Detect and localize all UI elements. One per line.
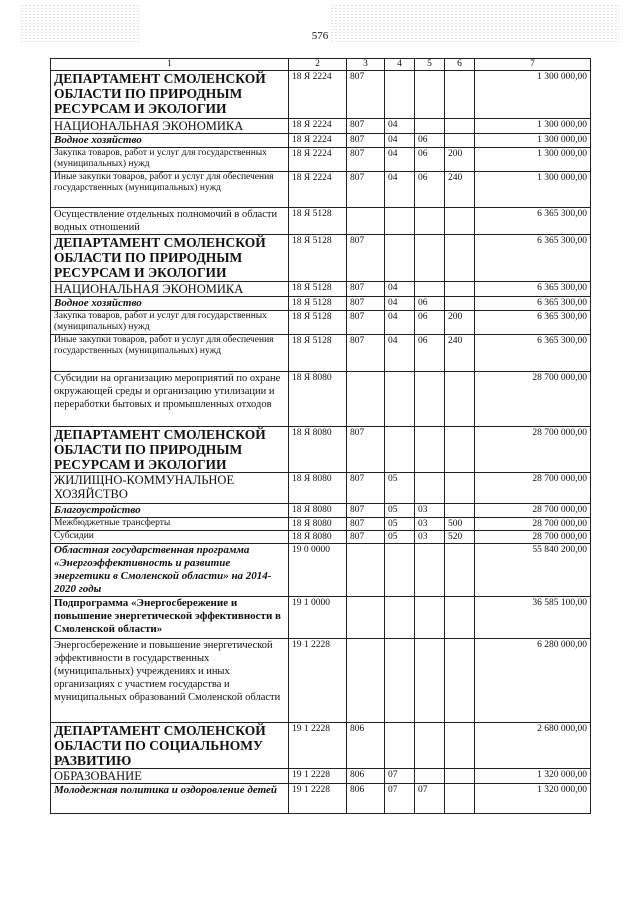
row-c3: 807 xyxy=(347,518,385,531)
row-code: 18 Я 2224 xyxy=(289,71,347,119)
column-header: 5 xyxy=(415,59,445,71)
row-name: Подпрограмма «Энергосбережение и повышение энергетической эффективности в Смоленской области» xyxy=(51,597,289,639)
table-row xyxy=(51,544,591,597)
row-name: Субсидии xyxy=(51,531,289,544)
row-amount: 1 300 000,00 xyxy=(475,172,591,208)
row-c4: 07 xyxy=(385,769,415,784)
table-row xyxy=(51,769,591,784)
row-name: ЖИЛИЩНО-КОММУНАЛЬНОЕ ХОЗЯЙСТВО xyxy=(51,473,289,504)
row-c4: 04 xyxy=(385,148,415,172)
row-c4: 04 xyxy=(385,311,415,335)
row-c3 xyxy=(347,597,385,639)
row-amount: 1 320 000,00 xyxy=(475,784,591,814)
row-c4: 04 xyxy=(385,119,415,134)
row-c5 xyxy=(415,119,445,134)
row-name: Областная государственная программа «Энергоэффективность и развитие энергетики в Смоленской области» на 2014-2020 годы xyxy=(51,544,289,597)
row-amount: 28 700 000,00 xyxy=(475,473,591,504)
column-header: 4 xyxy=(385,59,415,71)
row-c6 xyxy=(445,723,475,769)
row-c4: 05 xyxy=(385,504,415,518)
row-code: 18 Я 8080 xyxy=(289,427,347,473)
row-c6 xyxy=(445,119,475,134)
column-header: 3 xyxy=(347,59,385,71)
table-row xyxy=(51,531,591,544)
row-c3 xyxy=(347,639,385,723)
row-c4 xyxy=(385,544,415,597)
table-row xyxy=(51,639,591,723)
row-code: 19 1 2228 xyxy=(289,784,347,814)
row-c3: 807 xyxy=(347,172,385,208)
row-name: НАЦИОНАЛЬНАЯ ЭКОНОМИКА xyxy=(51,119,289,134)
row-c5 xyxy=(415,597,445,639)
row-name: Водное хозяйство xyxy=(51,297,289,311)
row-c3: 806 xyxy=(347,784,385,814)
row-c3 xyxy=(347,544,385,597)
row-c5: 03 xyxy=(415,531,445,544)
row-code: 18 Я 5128 xyxy=(289,297,347,311)
table-row xyxy=(51,119,591,134)
row-name: Межбюджетные трансферты xyxy=(51,518,289,531)
row-c4: 04 xyxy=(385,335,415,372)
column-header: 7 xyxy=(475,59,591,71)
row-name: Осуществление отдельных полномочий в области водных отношений xyxy=(51,208,289,235)
row-c6 xyxy=(445,769,475,784)
row-code: 19 1 2228 xyxy=(289,723,347,769)
row-c5: 03 xyxy=(415,518,445,531)
table-row xyxy=(51,172,591,208)
row-c3: 807 xyxy=(347,119,385,134)
page-number: 576 xyxy=(311,30,329,42)
row-c4 xyxy=(385,372,415,427)
row-c6 xyxy=(445,544,475,597)
row-c4: 04 xyxy=(385,172,415,208)
row-name: Закупка товаров, работ и услуг для государственных (муниципальных) нужд xyxy=(51,311,289,335)
table-row xyxy=(51,427,591,473)
row-code: 19 1 2228 xyxy=(289,639,347,723)
row-name: Водное хозяйство xyxy=(51,134,289,148)
row-code: 18 Я 2224 xyxy=(289,148,347,172)
row-c4: 05 xyxy=(385,518,415,531)
row-amount: 6 365 300,00 xyxy=(475,335,591,372)
row-code: 18 Я 2224 xyxy=(289,119,347,134)
row-name: ДЕПАРТАМЕНТ СМОЛЕНСКОЙ ОБЛАСТИ ПО ПРИРОДНЫМ РЕСУРСАМ И ЭКОЛОГИИ xyxy=(51,235,289,282)
row-code: 18 Я 5128 xyxy=(289,282,347,297)
row-code: 18 Я 5128 xyxy=(289,235,347,282)
row-amount: 2 680 000,00 xyxy=(475,723,591,769)
row-amount: 28 700 000,00 xyxy=(475,372,591,427)
row-code: 18 Я 8080 xyxy=(289,372,347,427)
row-c3: 807 xyxy=(347,71,385,119)
row-c5: 06 xyxy=(415,148,445,172)
row-c5: 06 xyxy=(415,172,445,208)
row-amount: 6 365 300,00 xyxy=(475,208,591,235)
row-c6 xyxy=(445,134,475,148)
row-c3: 806 xyxy=(347,723,385,769)
row-code: 18 Я 8080 xyxy=(289,531,347,544)
row-code: 18 Я 5128 xyxy=(289,208,347,235)
row-amount: 36 585 100,00 xyxy=(475,597,591,639)
row-c6: 200 xyxy=(445,311,475,335)
row-c4: 05 xyxy=(385,473,415,504)
column-header: 6 xyxy=(445,59,475,71)
row-c5 xyxy=(415,282,445,297)
table-row xyxy=(51,311,591,335)
column-header: 1 xyxy=(51,59,289,71)
table-row xyxy=(51,335,591,372)
row-c6: 520 xyxy=(445,531,475,544)
table-row xyxy=(51,282,591,297)
row-amount: 6 365 300,00 xyxy=(475,235,591,282)
row-name: ОБРАЗОВАНИЕ xyxy=(51,769,289,784)
table-row xyxy=(51,71,591,119)
row-c3: 807 xyxy=(347,134,385,148)
row-c4 xyxy=(385,723,415,769)
row-c4: 05 xyxy=(385,531,415,544)
row-c4: 04 xyxy=(385,282,415,297)
row-amount: 28 700 000,00 xyxy=(475,427,591,473)
row-c6: 240 xyxy=(445,335,475,372)
row-c4: 07 xyxy=(385,784,415,814)
row-c5: 06 xyxy=(415,134,445,148)
table-row xyxy=(51,134,591,148)
row-c4 xyxy=(385,71,415,119)
row-c5 xyxy=(415,372,445,427)
row-c5 xyxy=(415,208,445,235)
row-name: Благоустройство xyxy=(51,504,289,518)
row-c6 xyxy=(445,208,475,235)
table-row xyxy=(51,148,591,172)
table-row xyxy=(51,208,591,235)
row-c3: 807 xyxy=(347,235,385,282)
row-c5: 06 xyxy=(415,335,445,372)
row-c3: 807 xyxy=(347,504,385,518)
row-c6 xyxy=(445,297,475,311)
row-c3: 807 xyxy=(347,311,385,335)
row-c6 xyxy=(445,372,475,427)
row-code: 18 Я 8080 xyxy=(289,504,347,518)
table-row xyxy=(51,784,591,814)
row-name: Закупка товаров, работ и услуг для государственных (муниципальных) нужд xyxy=(51,148,289,172)
table-row xyxy=(51,518,591,531)
row-c4: 04 xyxy=(385,297,415,311)
row-c6 xyxy=(445,784,475,814)
row-c4 xyxy=(385,427,415,473)
row-code: 19 1 2228 xyxy=(289,769,347,784)
table-row xyxy=(51,297,591,311)
row-code: 18 Я 5128 xyxy=(289,335,347,372)
row-c3: 807 xyxy=(347,531,385,544)
row-c3: 807 xyxy=(347,335,385,372)
row-c5: 07 xyxy=(415,784,445,814)
row-name: ДЕПАРТАМЕНТ СМОЛЕНСКОЙ ОБЛАСТИ ПО ПРИРОДНЫМ РЕСУРСАМ И ЭКОЛОГИИ xyxy=(51,427,289,473)
row-c4: 04 xyxy=(385,134,415,148)
row-c6 xyxy=(445,235,475,282)
row-c6 xyxy=(445,427,475,473)
row-c5 xyxy=(415,544,445,597)
row-c6 xyxy=(445,473,475,504)
row-c5 xyxy=(415,473,445,504)
row-amount: 28 700 000,00 xyxy=(475,504,591,518)
row-c5 xyxy=(415,235,445,282)
row-name: Энергосбережение и повышение энергетической эффективности в государственных (муниципальных) учреждениях и иных организациях с участием государства и муниципальных образований Смоленской области xyxy=(51,639,289,723)
row-c5 xyxy=(415,71,445,119)
row-c3: 807 xyxy=(347,282,385,297)
row-c4 xyxy=(385,208,415,235)
row-amount: 6 365 300,00 xyxy=(475,282,591,297)
row-c6: 500 xyxy=(445,518,475,531)
row-c3: 807 xyxy=(347,148,385,172)
row-name: Иные закупки товаров, работ и услуг для обеспечения государственных (муниципальных) нужд xyxy=(51,172,289,208)
row-code: 19 1 0000 xyxy=(289,597,347,639)
row-c5 xyxy=(415,723,445,769)
row-c3: 807 xyxy=(347,297,385,311)
row-amount: 28 700 000,00 xyxy=(475,518,591,531)
table-row xyxy=(51,723,591,769)
row-name: ДЕПАРТАМЕНТ СМОЛЕНСКОЙ ОБЛАСТИ ПО ПРИРОДНЫМ РЕСУРСАМ И ЭКОЛОГИИ xyxy=(51,71,289,119)
row-c5 xyxy=(415,769,445,784)
row-code: 18 Я 5128 xyxy=(289,311,347,335)
row-c6 xyxy=(445,639,475,723)
row-c4 xyxy=(385,639,415,723)
budget-table xyxy=(50,58,591,814)
table-row xyxy=(51,473,591,504)
column-header: 2 xyxy=(289,59,347,71)
row-amount: 6 365 300,00 xyxy=(475,297,591,311)
row-code: 18 Я 2224 xyxy=(289,172,347,208)
row-c6: 200 xyxy=(445,148,475,172)
row-amount: 1 300 000,00 xyxy=(475,119,591,134)
row-c5 xyxy=(415,427,445,473)
row-c5: 06 xyxy=(415,297,445,311)
row-amount: 1 320 000,00 xyxy=(475,769,591,784)
table-header-row xyxy=(51,59,591,71)
row-c6 xyxy=(445,597,475,639)
row-c5: 06 xyxy=(415,311,445,335)
table-row xyxy=(51,372,591,427)
row-name: Иные закупки товаров, работ и услуг для обеспечения государственных (муниципальных) нужд xyxy=(51,335,289,372)
row-c6 xyxy=(445,282,475,297)
row-c3 xyxy=(347,372,385,427)
row-c5 xyxy=(415,639,445,723)
row-code: 18 Я 2224 xyxy=(289,134,347,148)
row-amount: 6 280 000,00 xyxy=(475,639,591,723)
row-code: 18 Я 8080 xyxy=(289,518,347,531)
row-c4 xyxy=(385,597,415,639)
row-code: 19 0 0000 xyxy=(289,544,347,597)
row-c5: 03 xyxy=(415,504,445,518)
row-c6: 240 xyxy=(445,172,475,208)
row-amount: 1 300 000,00 xyxy=(475,134,591,148)
row-name: ДЕПАРТАМЕНТ СМОЛЕНСКОЙ ОБЛАСТИ ПО СОЦИАЛЬНОМУ РАЗВИТИЮ xyxy=(51,723,289,769)
row-amount: 28 700 000,00 xyxy=(475,531,591,544)
table-row xyxy=(51,504,591,518)
row-c3: 807 xyxy=(347,427,385,473)
row-c6 xyxy=(445,71,475,119)
row-c3: 806 xyxy=(347,769,385,784)
row-c4 xyxy=(385,235,415,282)
row-c6 xyxy=(445,504,475,518)
table-row xyxy=(51,597,591,639)
row-name: НАЦИОНАЛЬНАЯ ЭКОНОМИКА xyxy=(51,282,289,297)
row-amount: 1 300 000,00 xyxy=(475,71,591,119)
row-amount: 1 300 000,00 xyxy=(475,148,591,172)
row-c3: 807 xyxy=(347,473,385,504)
row-code: 18 Я 8080 xyxy=(289,473,347,504)
row-amount: 6 365 300,00 xyxy=(475,311,591,335)
row-name: Субсидии на организацию мероприятий по охране окружающей среды и организацию утилизации и переработки бытовых и промышленных отходов xyxy=(51,372,289,427)
row-c3 xyxy=(347,208,385,235)
table-row xyxy=(51,235,591,282)
row-amount: 55 840 200,00 xyxy=(475,544,591,597)
row-name: Молодежная политика и оздоровление детей xyxy=(51,784,289,814)
